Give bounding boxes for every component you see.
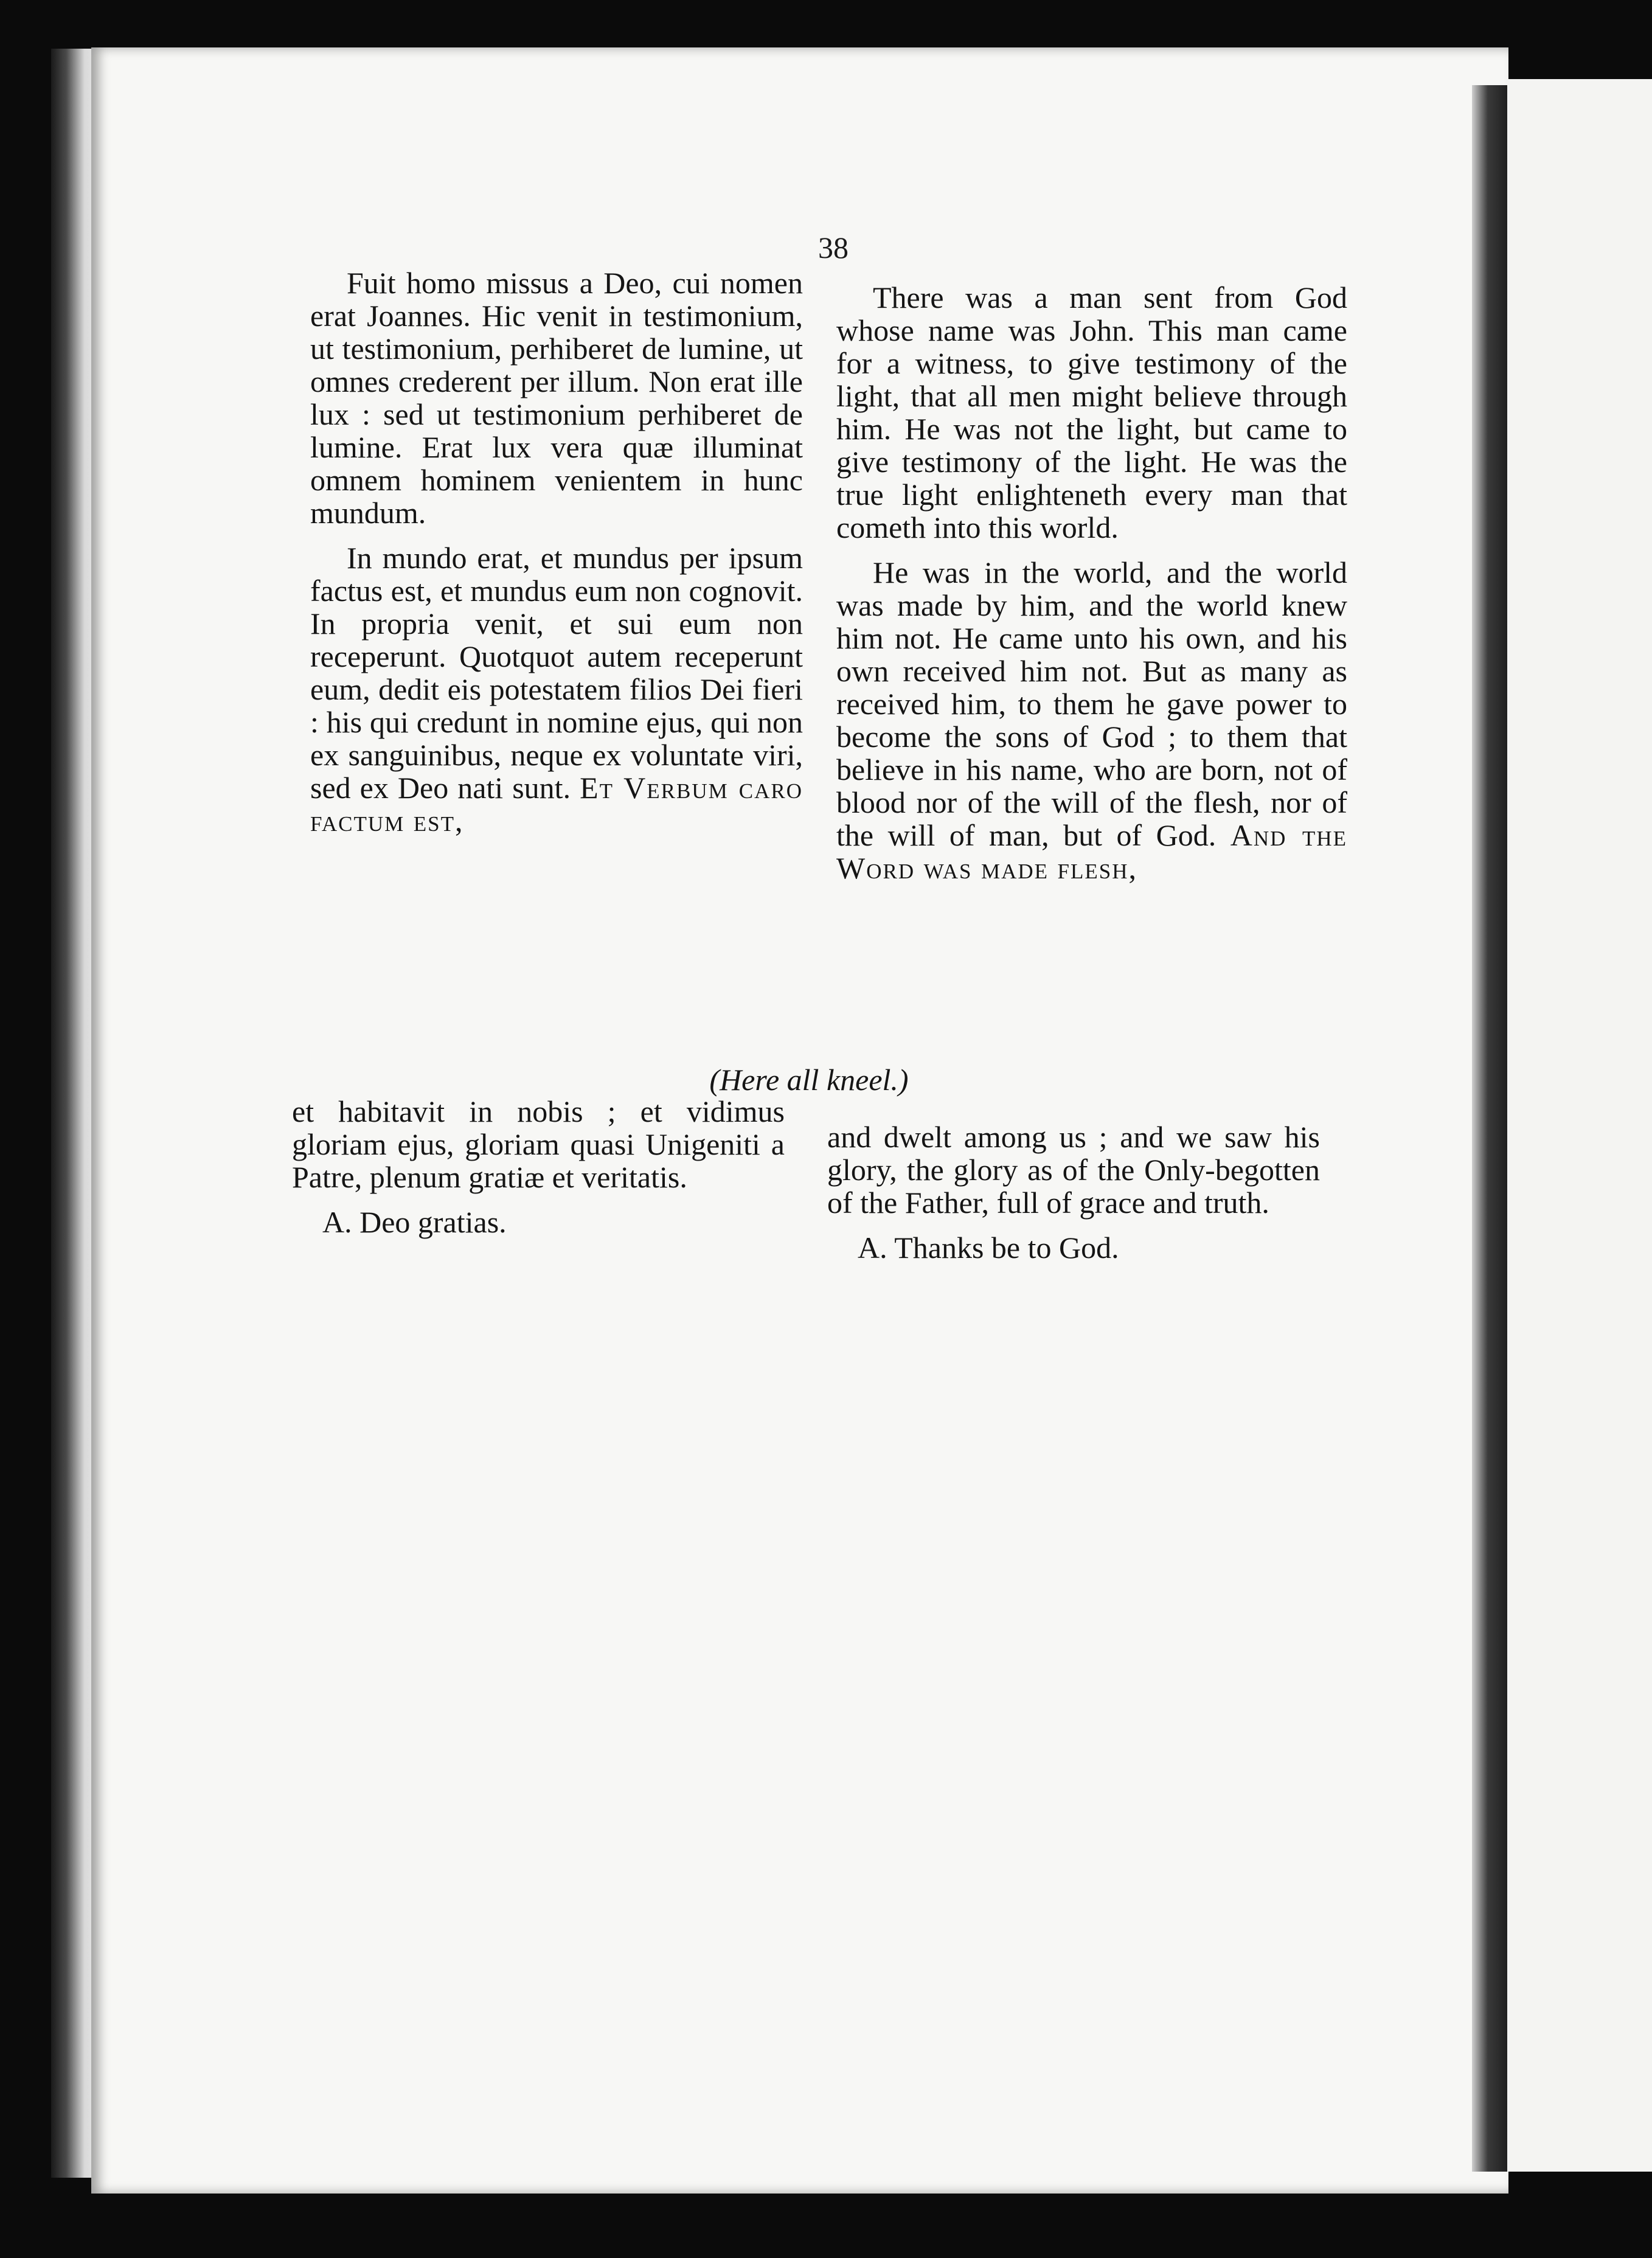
english-small-caps-phrase: And the Word was made flesh,	[836, 818, 1347, 885]
english-paragraph-1: There was a man sent from God whose name was John. This man came for a witness, to give testimony of the light, that all men might believe through him. He was not the light, but came to give testimony of the light. He was the true light enlighteneth every man that cometh into this world.	[836, 280, 1347, 544]
english-column-bottom	[827, 1120, 1320, 1276]
latin-small-caps-phrase: Et Verbum caro factum est,	[310, 771, 803, 838]
english-paragraph-2	[836, 556, 1347, 884]
latin-response: A. Deo gratias.	[322, 1205, 507, 1239]
latin-paragraph-2-text: In mundo erat, et mundus per ipsum factus est, et mundus eum non cognovit. In propria venit, et sui eum non receperunt. Quotquot autem receperunt eum, dedit eis potestatem filios Dei fieri : his qui credunt in nomine ejus, qui non ex sanguinibus, neque ex voluntate viri, sed ex Deo nati sunt.	[310, 541, 803, 805]
page-gutter	[1472, 85, 1507, 2172]
latin-paragraph-2	[310, 541, 803, 837]
latin-paragraph-1: Fuit homo missus a Deo, cui nomen erat Joannes. Hic venit in testimonium, ut testimonium, perhiberet de lumine, ut omnes crederent per illum. Non erat ille lux : sed ut testimonium perhiberet de lumine. Erat lux vera quæ illuminat omnem hominem venientem in hunc mundum.	[310, 266, 803, 530]
english-paragraph-2-text: He was in the world, and the world was made by him, and the world knew him not. He came unto his own, and his own received him not. But as many as received him, to them he gave power to become the sons of God ; to them that believe in his name, who are born, not of blood nor of the will of the flesh, nor of the will of man, but of God.	[836, 555, 1347, 852]
english-paragraph-3: and dwelt among us ; and we saw his glory, the glory as of the Only-begotten of the Father, full of grace and truth.	[827, 1120, 1320, 1220]
english-response: A. Thanks be to God.	[858, 1231, 1119, 1265]
latin-column-top	[310, 266, 803, 849]
latin-paragraph-3: et habitavit in nobis ; et vidimus gloriam ejus, gloriam quasi Unigeniti a Patre, plenum gratiæ et veritatis.	[292, 1094, 785, 1194]
page-number: 38	[818, 231, 849, 265]
rubric-instruction: (Here all kneel.)	[709, 1063, 909, 1097]
facing-page-edge	[1507, 79, 1652, 2172]
english-column-top	[836, 281, 1347, 897]
latin-column-bottom	[292, 1095, 785, 1251]
